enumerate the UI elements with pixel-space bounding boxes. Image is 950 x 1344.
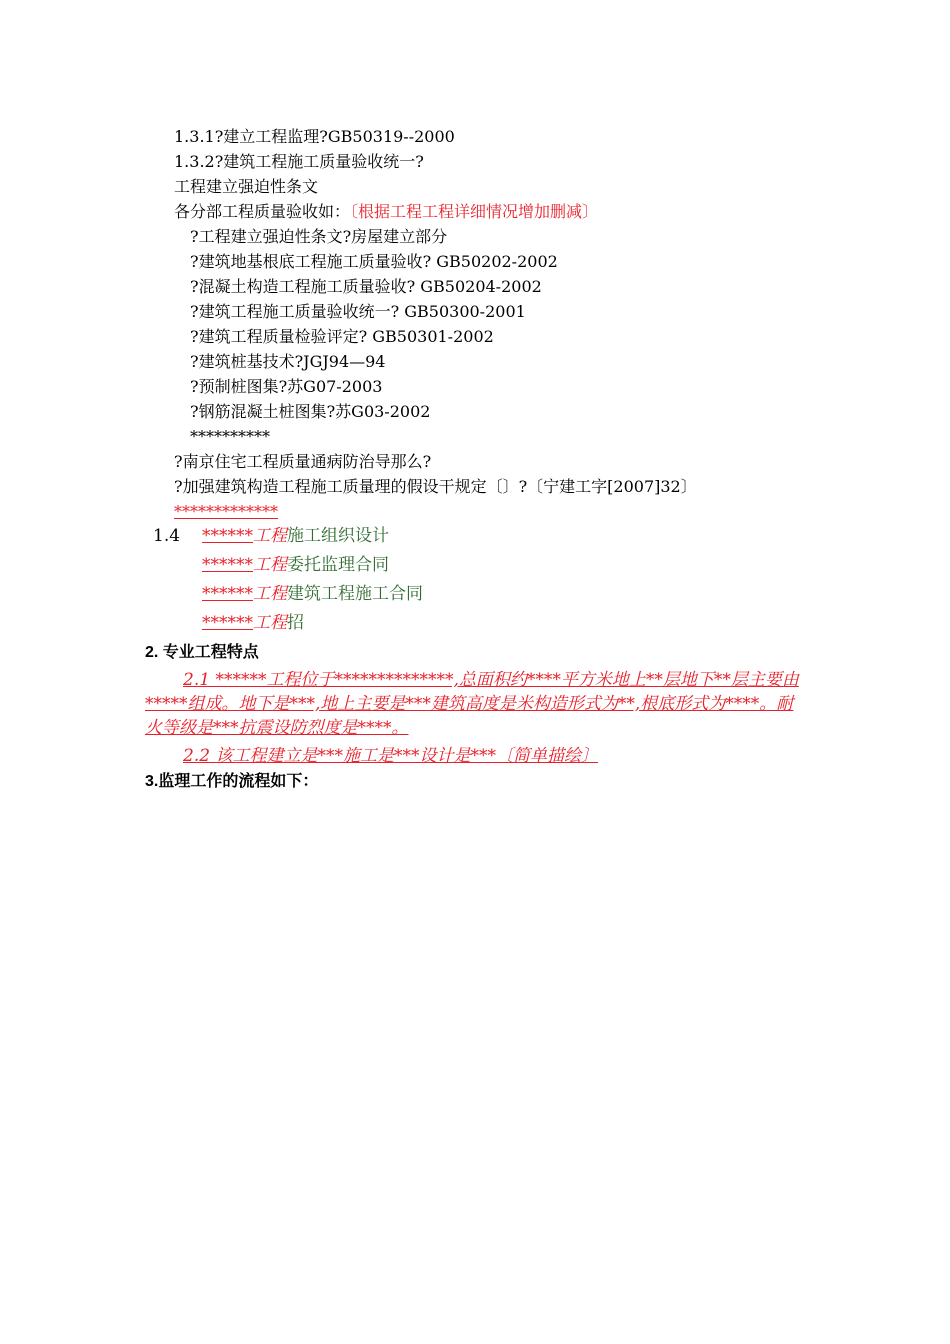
section-2-2-paragraph: 2.2 该工程建立是***施工是***设计是***〔简单描绘〕 bbox=[183, 746, 598, 766]
doc-item-text: 施工组织设计 bbox=[287, 526, 389, 546]
standard-item: ********** bbox=[190, 427, 270, 446]
doc-item-4 bbox=[202, 612, 304, 634]
ref-line-nanjing: ?南京住宅工程质量通病防治导那么? bbox=[174, 452, 432, 471]
standard-item: ?预制桩图集?苏G07-2003 bbox=[190, 377, 383, 396]
doc-item-3 bbox=[202, 583, 423, 605]
ref-line-acceptance bbox=[174, 202, 598, 222]
doc-item-2 bbox=[202, 554, 389, 576]
section-2-1-text: 2.1 ******工程位于**************,总面积约****平方米地上**层地下**层主要由*****组成。地下是***,地上主要是***建筑高度是米构造形式为**,根底形式为****。耐火等级是***抗震设防烈度是****。 bbox=[145, 670, 799, 738]
doc-item-stars: ****** bbox=[202, 584, 253, 604]
standard-item: ?建筑桩基技术?JGJ94—94 bbox=[190, 352, 386, 371]
doc-item-red-word: 工程 bbox=[253, 613, 287, 633]
doc-item-text: 委托监理合同 bbox=[287, 555, 389, 575]
acceptance-prefix: 各分部工程质量验收如： bbox=[174, 202, 351, 221]
standard-item: ?建筑地基根底工程施工质量验收? GB50202-2002 bbox=[190, 252, 558, 271]
section-3-heading: 3.监理工作的流程如下： bbox=[145, 773, 319, 790]
section-2-1-paragraph bbox=[145, 668, 810, 740]
standard-item: ?工程建立强迫性条文?房屋建立部分 bbox=[190, 227, 448, 246]
doc-item-stars: ****** bbox=[202, 526, 253, 546]
doc-item-red-word: 工程 bbox=[253, 584, 287, 604]
ref-line-mandatory: 工程建立强迫性条文 bbox=[174, 177, 319, 196]
doc-item-red-word: 工程 bbox=[253, 526, 287, 546]
ref-line-jiaqiang: ?加强建筑构造工程施工质量理的假设干规定〔〕?〔宁建工字[2007]32〕 bbox=[174, 477, 697, 496]
standard-item: ?混凝土构造工程施工质量验收? GB50204-2002 bbox=[190, 277, 542, 296]
acceptance-note: 〔根据工程工程详细情况增加删减〕 bbox=[350, 202, 599, 221]
standard-item: ?建筑工程施工质量验收统一? GB50300-2001 bbox=[190, 302, 526, 321]
ref-line-1-3-2: 1.3.2?建筑工程施工质量验收统一? bbox=[174, 152, 424, 171]
ref-line-1-3-1: 1.3.1?建立工程监理?GB50319--2000 bbox=[174, 127, 455, 146]
section-2-heading: 2. 专业工程特点 bbox=[145, 644, 259, 661]
stars-line: ************* bbox=[174, 502, 278, 521]
doc-item-1 bbox=[202, 525, 389, 547]
standard-item: ?建筑工程质量检验评定? GB50301-2002 bbox=[190, 327, 494, 346]
doc-item-text: 招 bbox=[287, 613, 304, 633]
doc-item-red-word: 工程 bbox=[253, 555, 287, 575]
standard-item: ?钢筋混凝土桩图集?苏G03-2002 bbox=[190, 402, 431, 421]
doc-item-text: 建筑工程施工合同 bbox=[287, 584, 423, 604]
section-1-4-number: 1.4 bbox=[153, 526, 181, 546]
doc-item-stars: ****** bbox=[202, 555, 253, 575]
doc-item-stars: ****** bbox=[202, 613, 253, 633]
